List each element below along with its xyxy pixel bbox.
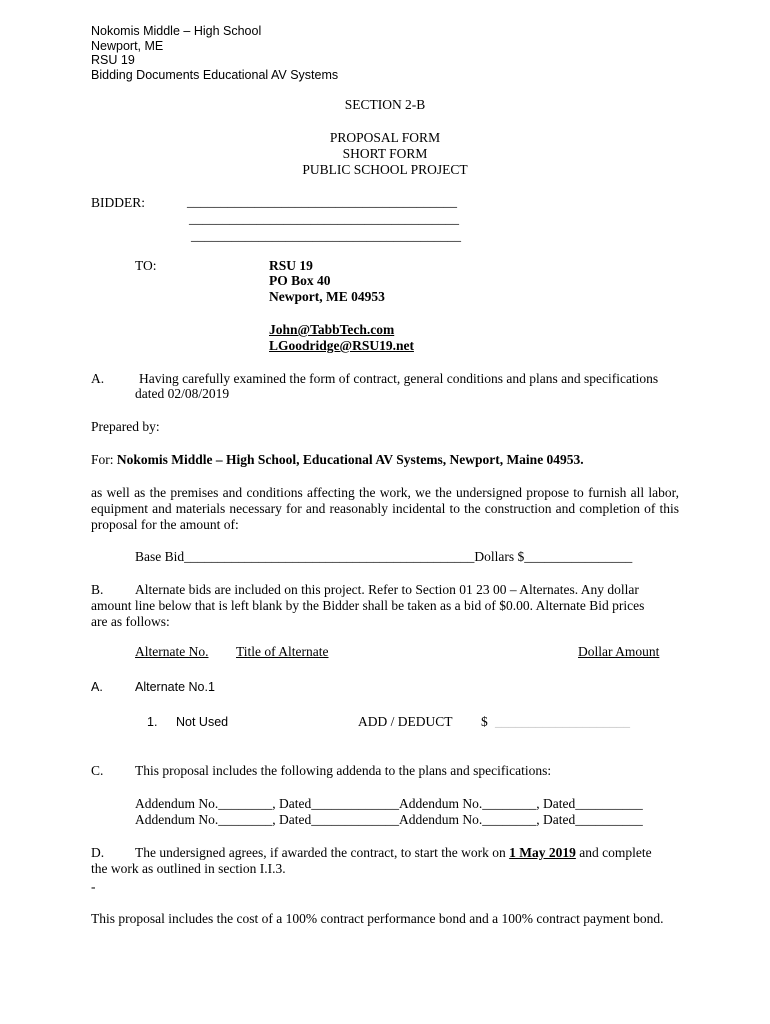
- addenda-line[interactable]: Addendum No.________, Dated_____________Addendum No.________, Dated__________: [135, 796, 643, 811]
- section-d-text: [135, 845, 652, 861]
- section-d-text-start: The undersigned agrees, if awarded the contract, to start the work on: [135, 845, 510, 860]
- currency-symbol: $: [481, 714, 488, 729]
- section-c-text: This proposal includes the following addenda to the plans and specifications:: [135, 763, 552, 778]
- form-project-type: PUBLIC SCHOOL PROJECT: [302, 162, 468, 177]
- stray-dash: -: [91, 879, 96, 894]
- section-b-letter: B.: [91, 582, 104, 597]
- header-project: Bidding Documents Educational AV Systems: [91, 68, 339, 82]
- for-project-line: [91, 452, 584, 468]
- recipient-city: Newport, ME 04953: [269, 289, 385, 304]
- for-project-name: Nokomis Middle – High School, Educational AV Systems, Newport, Maine 04953.: [116, 452, 584, 467]
- prepared-by-label: Prepared by:: [91, 419, 160, 434]
- section-b-text: Alternate bids are included on this project. Refer to Section 01 23 00 – Alternates. Any dollar: [135, 582, 639, 597]
- premises-paragraph: as well as the premises and conditions affecting the work, we the undersigned propose to furnish all labor, equipment and materials necessary for and reasonably incidental to the construction and completion of this proposal for the amount of:: [91, 485, 679, 532]
- form-title: PROPOSAL FORM: [329, 130, 441, 145]
- for-prefix: For:: [91, 452, 117, 467]
- column-header-alternate-no: Alternate No.: [135, 644, 209, 659]
- form-subtitle: SHORT FORM: [342, 146, 428, 161]
- email-link[interactable]: LGoodridge@RSU19.net: [269, 338, 414, 353]
- bidder-line[interactable]: ________________________________________: [187, 194, 457, 209]
- add-deduct-label: ADD / DEDUCT: [358, 714, 453, 729]
- section-c-letter: C.: [91, 763, 104, 778]
- header-school: Nokomis Middle – High School: [91, 24, 262, 38]
- section-title: SECTION 2-B: [344, 97, 426, 112]
- alternate-item-no: 1.: [147, 715, 158, 729]
- section-a-text: Having carefully examined the form of contract, general conditions and plans and specifications: [139, 371, 659, 386]
- bidder-label: BIDDER:: [91, 195, 145, 210]
- section-b-text: amount line below that is left blank by the Bidder shall be taken as a bid of $0.00. Alternate Bid prices: [91, 598, 645, 613]
- alternate-item-title: Not Used: [176, 715, 229, 729]
- column-header-title: Title of Alternate: [236, 644, 329, 659]
- alternate-letter: A.: [91, 680, 103, 694]
- bond-paragraph: This proposal includes the cost of a 100% contract performance bond and a 100% contract payment bond.: [91, 911, 664, 926]
- recipient-po-box: PO Box 40: [269, 273, 331, 288]
- bidder-line[interactable]: ________________________________________: [189, 211, 459, 226]
- start-date: 1 May 2019: [509, 845, 576, 860]
- to-label: TO:: [135, 258, 157, 273]
- email-link[interactable]: John@TabbTech.com: [269, 322, 395, 337]
- header-city: Newport, ME: [91, 39, 164, 53]
- base-bid-line[interactable]: Base Bid___________________________________________Dollars $________________: [135, 549, 633, 564]
- recipient-name: RSU 19: [269, 258, 313, 273]
- section-d-letter: D.: [91, 845, 105, 860]
- section-d-text-end: and complete: [575, 845, 652, 860]
- alternate-label: Alternate No.1: [135, 680, 215, 694]
- section-d-text: the work as outlined in section I.I.3.: [91, 861, 286, 876]
- alternate-amount-field[interactable]: ____________________: [495, 714, 630, 729]
- addenda-line[interactable]: Addendum No.________, Dated_____________Addendum No.________, Dated__________: [135, 812, 643, 827]
- section-a-date: dated 02/08/2019: [135, 386, 230, 401]
- section-b-text: are as follows:: [91, 614, 170, 629]
- column-header-amount: Dollar Amount: [578, 644, 660, 659]
- header-district: RSU 19: [91, 53, 135, 67]
- bidder-line[interactable]: ________________________________________: [191, 228, 461, 243]
- section-a-letter: A.: [91, 371, 105, 386]
